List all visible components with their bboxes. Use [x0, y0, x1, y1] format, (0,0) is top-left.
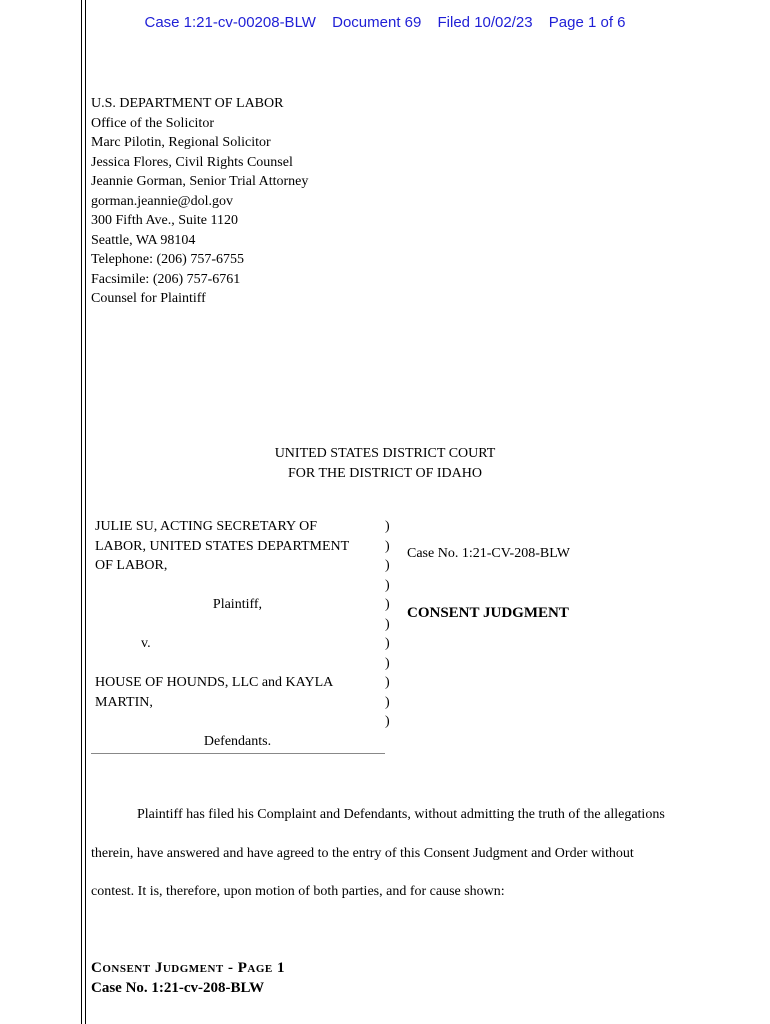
caption-paren: ) [385, 636, 390, 651]
caption-paren: ) [385, 538, 390, 554]
caption-paren: ) [385, 519, 390, 534]
caption-paren: ) [385, 597, 390, 612]
court-name: UNITED STATES DISTRICT COURT [274, 446, 496, 461]
counsel-email: gorman.jeannie@dol.gov [91, 193, 233, 209]
defendant-name-line: HOUSE OF HOUNDS, LLC and KAYLA [95, 675, 334, 690]
counsel-line: Office of the Solicitor [91, 115, 214, 131]
defendant-name-line: MARTIN, [95, 694, 153, 710]
court-heading [0, 444, 770, 483]
plaintiff-label: Plaintiff, [212, 597, 263, 612]
counsel-line: Marc Pilotin, Regional Solicitor [91, 135, 271, 150]
counsel-block [91, 94, 308, 309]
caption-paren: ) [385, 675, 390, 690]
ecf-header [0, 14, 770, 31]
versus-label: v. [141, 636, 151, 651]
left-margin-rule-inner [85, 0, 86, 1024]
footer-case-number: Case No. 1:21-cv-208-BLW [91, 980, 265, 996]
body-paragraph [91, 796, 671, 912]
court-district: FOR THE DISTRICT OF IDAHO [288, 465, 482, 481]
counsel-line: 300 Fifth Ave., Suite 1120 [91, 213, 238, 228]
footer-title: Consent Judgment - Page 1 [91, 960, 286, 976]
caption-paren-column [385, 517, 390, 732]
header-document-number: Document 69 [332, 14, 422, 31]
body-text: Plaintiff has filed his Complaint and Defendants, without admitting the truth of the allegations therein, have answered and have agreed to the entry of this Consent Judgment and Order without contest. It is, therefore, upon motion of both parties, and for cause shown: [91, 807, 665, 899]
caption-paren: ) [385, 558, 390, 573]
plaintiff-name-line: OF LABOR, [95, 558, 168, 573]
caption-underline [91, 753, 385, 754]
counsel-line: Jeannie Gorman, Senior Trial Attorney [91, 174, 309, 189]
header-case-number: Case 1:21-cv-00208-BLW [144, 14, 316, 31]
counsel-line: Facsimile: (206) 757-6761 [91, 271, 241, 287]
counsel-line: Jessica Flores, Civil Rights Counsel [91, 154, 293, 170]
document-title: CONSENT JUDGMENT [407, 605, 569, 621]
header-page-number: Page 1 of 6 [548, 14, 626, 31]
caption-paren: ) [385, 714, 390, 729]
plaintiff-name-line: LABOR, UNITED STATES DEPARTMENT [95, 538, 350, 554]
defendant-label: Defendants. [203, 733, 272, 749]
page-footer [91, 958, 285, 998]
plaintiff-name-line: JULIE SU, ACTING SECRETARY OF [95, 519, 317, 534]
case-caption-parties [95, 517, 380, 751]
counsel-line: Seattle, WA 98104 [91, 232, 196, 248]
caption-paren: ) [385, 655, 390, 671]
counsel-line: U.S. DEPARTMENT OF LABOR [91, 96, 284, 111]
counsel-line: Telephone: (206) 757-6755 [91, 252, 244, 267]
caption-paren: ) [385, 577, 390, 593]
caption-paren: ) [385, 694, 390, 710]
left-margin-rule-outer [81, 0, 82, 1024]
header-filed-date: Filed 10/02/23 [437, 14, 533, 31]
case-number: Case No. 1:21-CV-208-BLW [407, 546, 570, 561]
caption-paren: ) [385, 616, 390, 632]
counsel-line: Counsel for Plaintiff [91, 291, 206, 306]
